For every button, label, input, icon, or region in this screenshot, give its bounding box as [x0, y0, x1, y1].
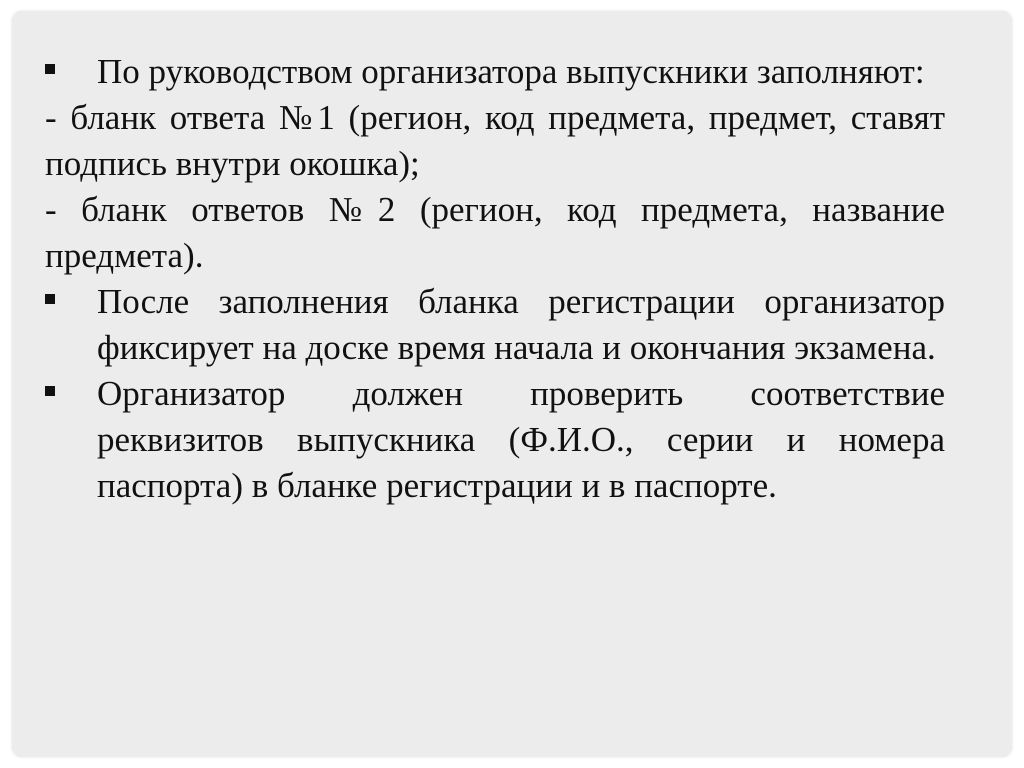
paragraph-text: - бланк ответов №2 (регион, код предмета, название предмета).: [45, 190, 945, 275]
square-bullet-icon: [45, 386, 55, 396]
answer-form-2-line: [45, 187, 945, 279]
slide: [12, 11, 1012, 757]
square-bullet-icon: [45, 64, 55, 74]
bullet-text: Организатор должен проверить соответствие реквизитов выпускника (Ф.И.О., серии и номера паспорта) в бланке регистрации и в паспорте.: [97, 374, 945, 505]
bullet-item-registration: [45, 279, 945, 371]
bullet-text: По руководством организатора выпускники заполняют:: [97, 52, 925, 91]
square-bullet-icon: [45, 294, 55, 304]
bullet-item-instructions: [45, 49, 945, 95]
bullet-text: После заполнения бланка регистрации организатор фиксирует на доске время начала и окончания экзамена.: [97, 282, 945, 367]
answer-form-1-line: [45, 95, 945, 187]
slide-body: [45, 49, 945, 509]
bullet-item-verification: [45, 371, 945, 509]
paragraph-text: - бланк ответа №1 (регион, код предмета, предмет, ставят подпись внутри окошка);: [45, 98, 945, 183]
